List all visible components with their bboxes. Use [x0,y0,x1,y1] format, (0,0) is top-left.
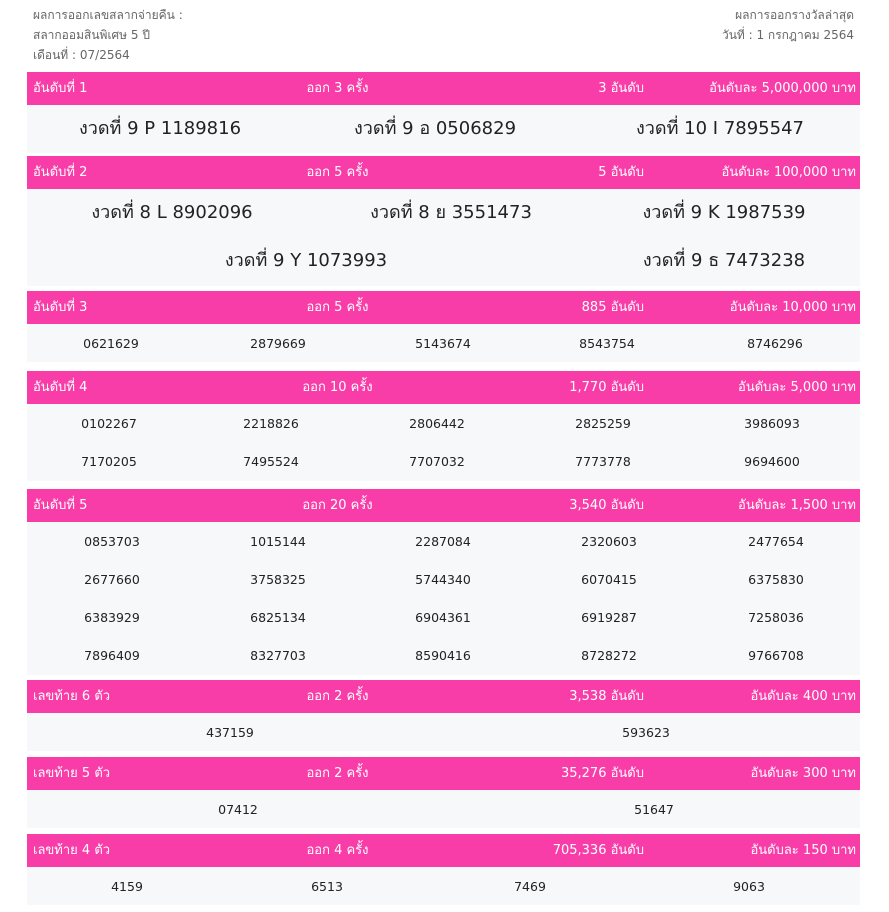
prize5-number: 8728272 [581,648,637,663]
prize5-number: 2320603 [581,534,637,549]
prize5-number: 2477654 [748,534,804,549]
prize4-header [27,371,860,404]
prize5-number: 6375830 [748,572,804,587]
prize1-number: งวดที่ 10 I 7895547 [636,118,804,139]
prize5-number: 7258036 [748,610,804,625]
prize4-number: 7495524 [243,454,299,469]
prize5-number: 9766708 [748,648,804,663]
prize2-number: งวดที่ 8 L 8902096 [91,202,253,223]
prize3-number: 8543754 [579,336,635,351]
prize3-numbers [27,324,860,362]
prize4-number: 7707032 [409,454,465,469]
prize5-number: 6383929 [84,610,140,625]
prize1-number: งวดที่ 9 อ 0506829 [353,118,517,139]
last6-title: เลขท้าย 6 ตัว [33,689,111,704]
prize4-number: 2806442 [409,416,465,431]
last4-times: ออก 4 ครั้ง [306,843,369,858]
last5-count: 35,276 อันดับ [560,766,644,781]
header-date: วันที่ : 1 กรกฎาคม 2564 [721,28,854,42]
last4-number: 4159 [111,879,143,894]
prize1-amount: อันดับละ 5,000,000 บาท [709,81,856,96]
prize1-numbers [27,105,860,153]
prize4-number: 2218826 [243,416,299,431]
prize5-number: 6904361 [415,610,471,625]
last5-number: 51647 [634,802,674,817]
prize4-times: ออก 10 ครั้ง [302,380,373,395]
header-month: เดือนที่ : 07/2564 [33,48,130,62]
prize5-number: 2677660 [84,572,140,587]
prize4-number: 7170205 [81,454,137,469]
prize5-section [27,489,860,675]
prize2-number: งวดที่ 9 ธ 7473238 [642,250,806,271]
prize3-times: ออก 5 ครั้ง [306,300,369,315]
last5-times: ออก 2 ครั้ง [306,766,369,781]
last4-section [27,834,860,905]
prize3-header [27,291,860,324]
last5-section [27,757,860,828]
last4-count: 705,336 อันดับ [552,843,644,858]
prize1-title: อันดับที่ 1 [33,81,88,96]
prize2-number: งวดที่ 9 Y 1073993 [224,250,388,271]
prize4-amount: อันดับละ 5,000 บาท [738,380,856,395]
prize2-numbers [27,189,860,286]
prize5-number: 6825134 [250,610,306,625]
prize2-count: 5 อันดับ [598,165,644,180]
last4-number: 6513 [311,879,343,894]
prize5-count: 3,540 อันดับ [569,498,644,513]
last5-header [27,757,860,790]
last4-amount: อันดับละ 150 บาท [750,843,856,858]
prize1-times: ออก 3 ครั้ง [306,81,369,96]
last6-number: 593623 [622,725,670,740]
last6-header [27,680,860,713]
header-right [722,5,854,45]
prize4-numbers [27,404,860,481]
prize5-header [27,489,860,522]
prize2-times: ออก 5 ครั้ง [306,165,369,180]
prize5-number: 1015144 [250,534,306,549]
header-product: สลากออมสินพิเศษ 5 ปี [33,28,150,42]
prize1-number: งวดที่ 9 P 1189816 [78,118,242,139]
header-left [33,5,183,65]
prize4-number: 0102267 [81,416,137,431]
last6-number: 437159 [206,725,254,740]
prize5-amount: อันดับละ 1,500 บาท [738,498,856,513]
prize5-numbers [27,522,860,675]
prize4-count: 1,770 อันดับ [569,380,644,395]
prize3-number: 0621629 [83,336,139,351]
prize2-number: งวดที่ 9 K 1987539 [642,202,806,223]
prize1-count: 3 อันดับ [598,81,644,96]
prize5-number: 8590416 [415,648,471,663]
prize4-section [27,371,860,481]
last6-section [27,680,860,751]
prize5-number: 5744340 [415,572,471,587]
page-header [0,0,889,70]
last4-header [27,834,860,867]
header-latest-title: ผลการออกรางวัลล่าสุด [735,8,854,22]
last6-numbers [27,713,860,751]
last4-number: 9063 [733,879,765,894]
prize3-number: 8746296 [747,336,803,351]
last6-times: ออก 2 ครั้ง [306,689,369,704]
last4-title: เลขท้าย 4 ตัว [33,843,111,858]
last6-count: 3,538 อันดับ [569,689,644,704]
prize3-amount: อันดับละ 10,000 บาท [729,300,856,315]
prize4-number: 9694600 [744,454,800,469]
prize2-number: งวดที่ 8 ย 3551473 [370,202,532,223]
prize4-title: อันดับที่ 4 [33,380,88,395]
prize5-times: ออก 20 ครั้ง [302,498,373,513]
prize2-title: อันดับที่ 2 [33,165,88,180]
prize4-number: 2825259 [575,416,631,431]
last5-title: เลขท้าย 5 ตัว [33,766,111,781]
last5-amount: อันดับละ 300 บาท [750,766,856,781]
prize3-number: 5143674 [415,336,471,351]
prize2-section [27,156,860,286]
prize5-number: 7896409 [84,648,140,663]
prize5-title: อันดับที่ 5 [33,498,88,513]
last5-numbers [27,790,860,828]
prize4-number: 3986093 [744,416,800,431]
prize5-number: 3758325 [250,572,306,587]
prize2-amount: อันดับละ 100,000 บาท [721,165,856,180]
last4-number: 7469 [514,879,546,894]
prize4-number: 7773778 [575,454,631,469]
header-title: ผลการออกเลขสลากจ่ายคืน : [33,8,183,22]
prize3-section [27,291,860,362]
prize3-title: อันดับที่ 3 [33,300,88,315]
prize5-number: 6070415 [581,572,637,587]
last4-numbers [27,867,860,905]
prize5-number: 0853703 [84,534,140,549]
prize5-number: 2287084 [415,534,471,549]
prize3-count: 885 อันดับ [581,300,644,315]
prize1-section [27,72,860,153]
prize5-number: 8327703 [250,648,306,663]
prize2-header [27,156,860,189]
last5-number: 07412 [218,802,258,817]
last6-amount: อันดับละ 400 บาท [750,689,856,704]
prize3-number: 2879669 [250,336,306,351]
prize1-header [27,72,860,105]
prize5-number: 6919287 [581,610,637,625]
